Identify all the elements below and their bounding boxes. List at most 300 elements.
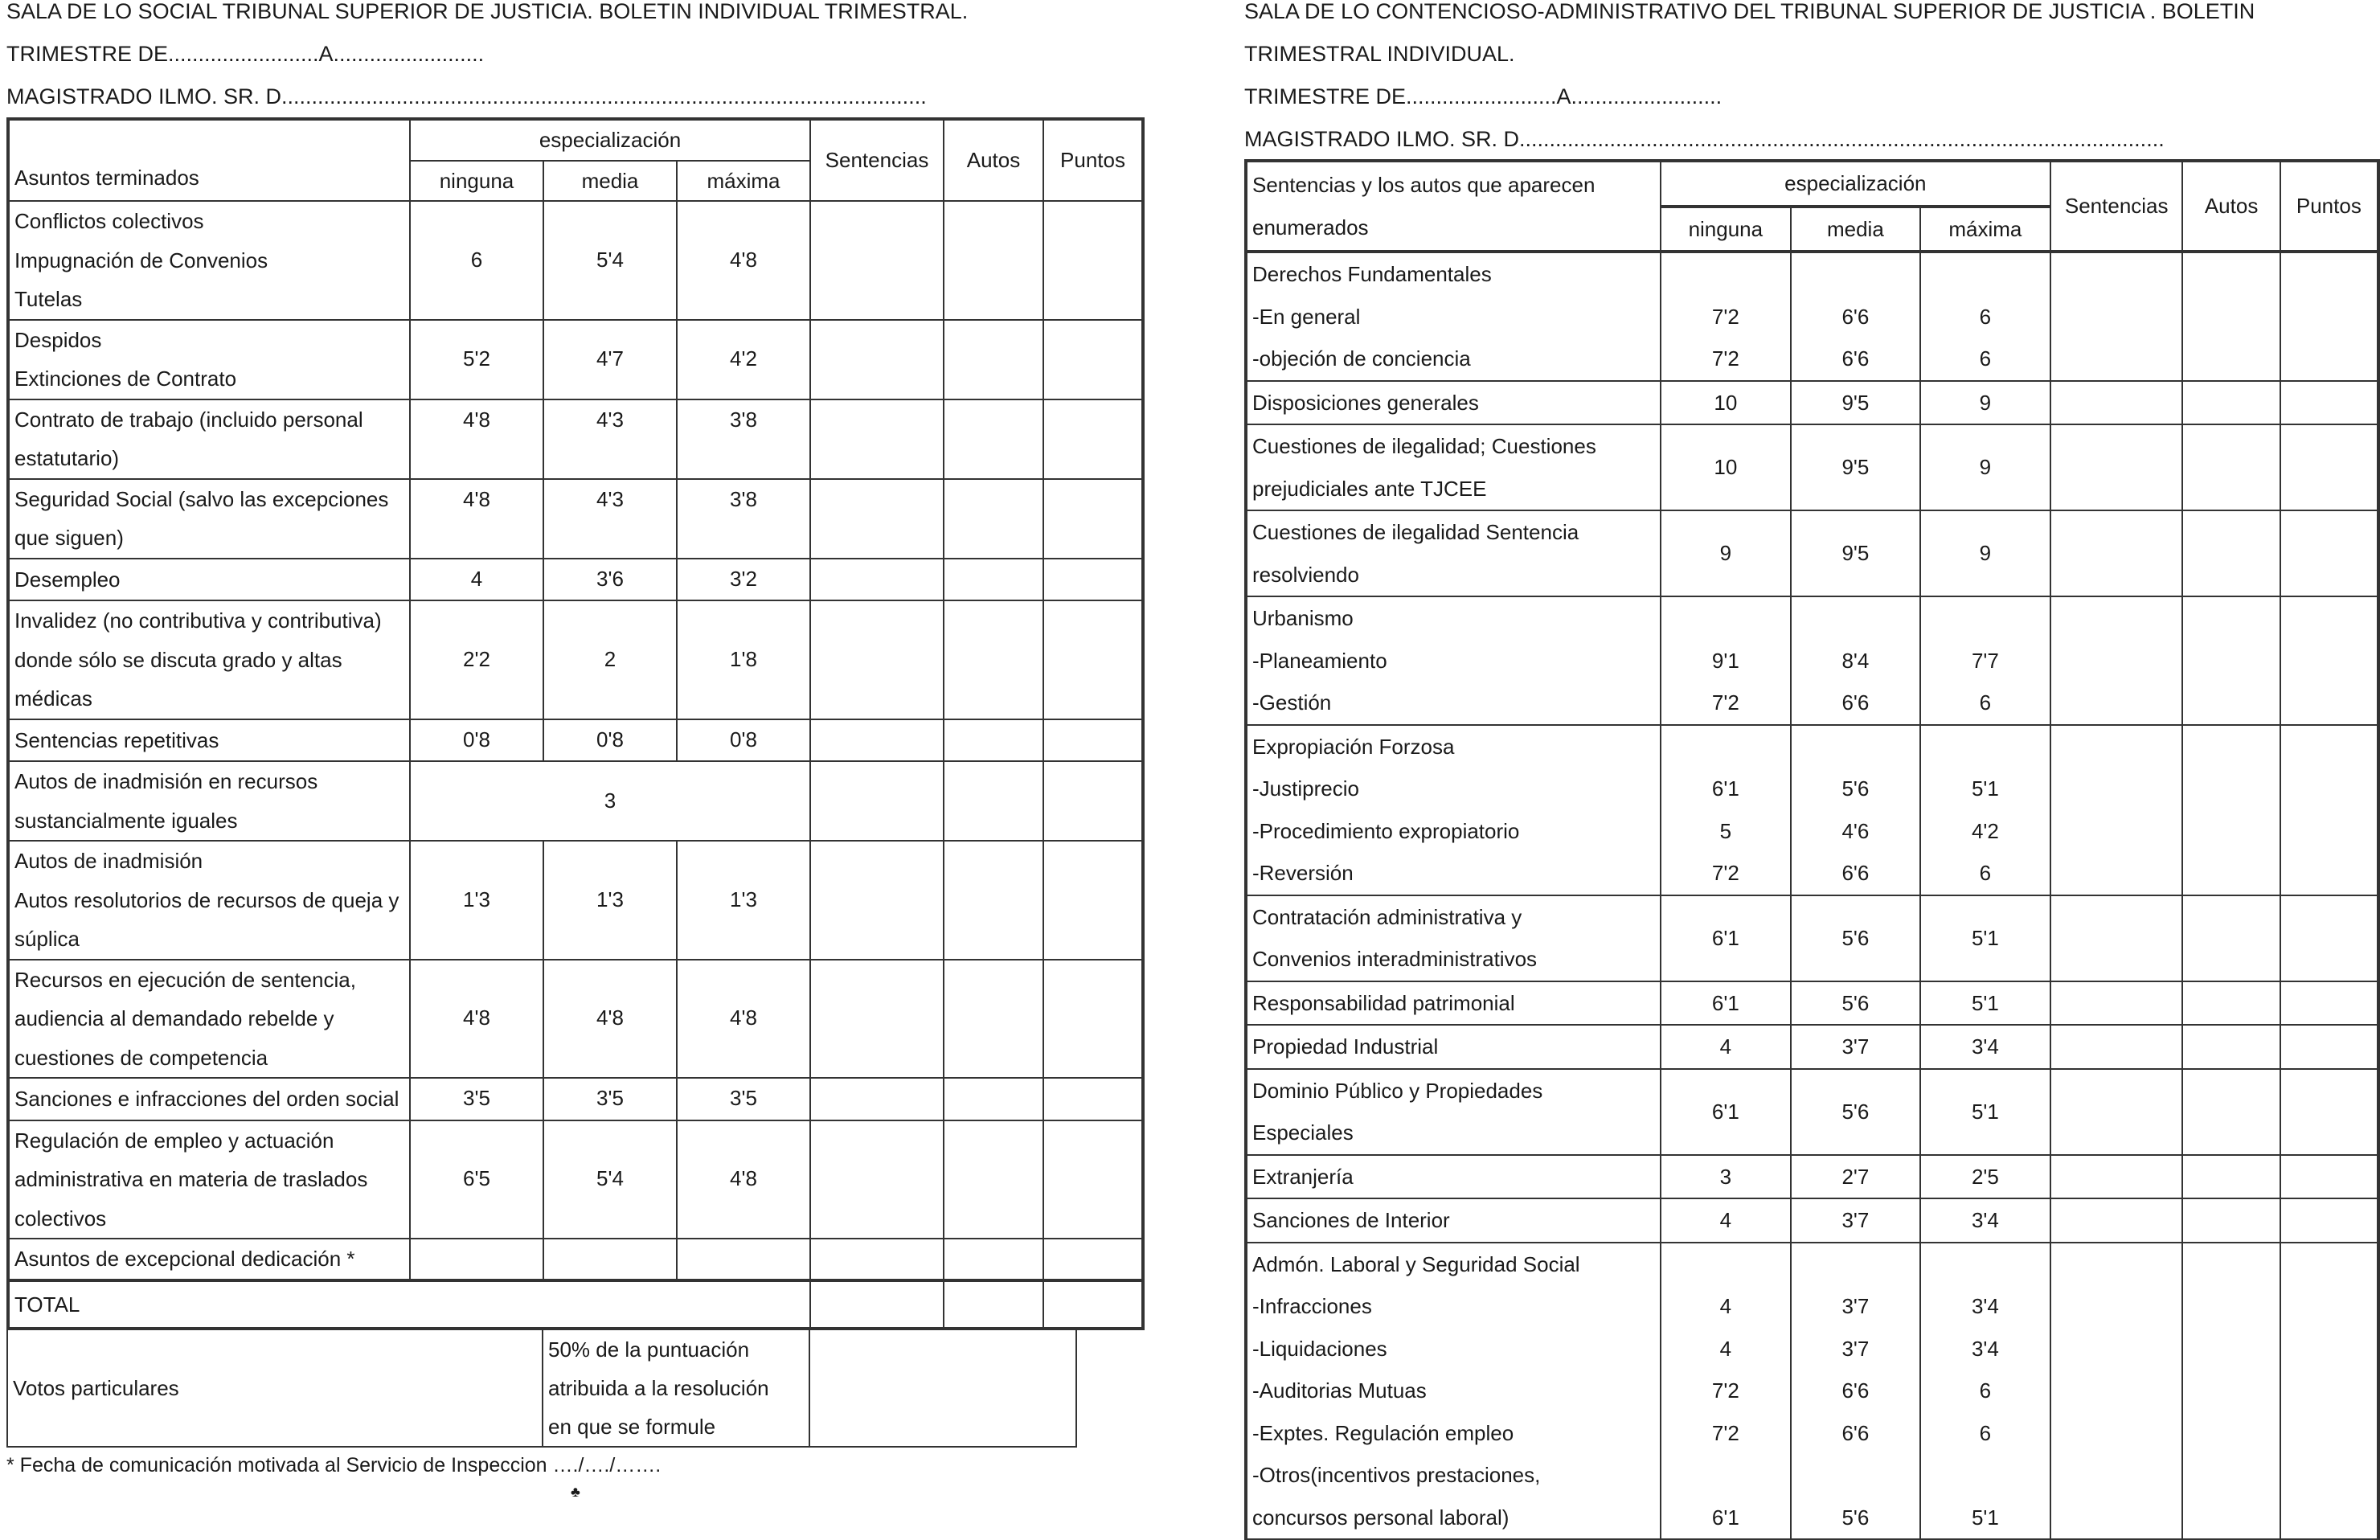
votos-note [543,1329,809,1447]
header-line: TRIMESTRAL INDIVIDUAL. [1244,42,1515,66]
row-value-media: 4'3 [543,479,677,559]
row-value-maxima [1920,1069,2050,1155]
empty-sentencias-cell [810,201,944,320]
empty-sentencias-cell [810,559,944,601]
contencioso-bulletin-panel [1244,0,2380,1530]
row-label [1246,381,1661,425]
empty-puntos-cell [2280,1025,2378,1069]
row-label-line: sustancialmente iguales [14,808,238,833]
value-media: 9'5 [1841,455,1870,480]
table-row [8,841,1143,960]
column-header-first-line: Sentencias y los autos que aparecen [1252,173,1596,197]
empty-sentencias-cell [2050,424,2183,510]
empty-puntos-cell [2280,510,2378,596]
empty-autos-cell [944,1239,1043,1280]
row-label [8,320,410,399]
empty-autos-cell [944,600,1043,719]
row-value-ninguna [1661,252,1791,381]
column-header-puntos: Puntos [2280,161,2378,252]
empty-sentencias-cell [810,761,944,841]
value-ninguna: 6'1 [1711,990,1739,1015]
column-header-ninguna: ninguna [1661,207,1791,252]
value-media [1796,253,1915,296]
empty-sentencias-cell [2050,725,2183,895]
row-label [8,1120,410,1239]
empty-autos-cell [944,841,1043,960]
empty-sentencias-cell [2050,596,2183,725]
empty-puntos-cell [1043,320,1143,399]
table-row [1246,1025,2378,1069]
row-label-line: Sentencias repetitivas [14,727,219,752]
row-value-media [1791,1025,1920,1069]
empty-autos-cell [944,1120,1043,1239]
row-label-line: -Gestión [1252,690,1332,715]
header-line: TRIMESTRE DE.........................A......................... [1244,84,1723,109]
column-header-especializacion: especialización [1661,161,2050,207]
row-label [1246,1155,1661,1199]
empty-puntos-cell [1043,1120,1143,1239]
empty-sentencias-cell [2050,895,2183,981]
value-maxima [1926,253,2045,296]
row-label-line: Disposiciones generales [1252,390,1479,415]
empty-puntos-cell [1043,841,1143,960]
column-header-row [1246,161,2378,207]
row-label-line: Desempleo [14,567,121,592]
empty-puntos-cell [1043,960,1143,1079]
row-label-line: -Exptes. Regulación empleo [1252,1420,1514,1445]
value-maxima: 3'4 [1971,1208,1999,1232]
header-line: MAGISTRADO ILMO. SR. D........................................................................................................... [1244,127,2165,151]
value-ninguna: 10 [1714,390,1738,415]
row-value-ninguna [1661,596,1791,725]
empty-sentencias-cell [810,719,944,762]
table-row [1246,252,2378,381]
row-label-line: Seguridad Social (salvo las excepciones [14,486,389,511]
row-label [1246,1243,1661,1540]
empty-autos-cell [2182,725,2280,895]
row-label-line: administrativa en materia de traslados [14,1167,368,1191]
row-value-media [1791,725,1920,895]
row-label-line: Autos de inadmisión en recursos [14,769,318,793]
row-label [1246,424,1661,510]
value-maxima: 3'4 [1971,1294,1999,1318]
row-value-maxima: 4'2 [677,320,810,399]
row-label [8,841,410,960]
votos-value-cell [809,1329,1076,1447]
row-label-line: Expropiación Forzosa [1252,734,1455,759]
row-value-ninguna: 6'5 [410,1120,543,1239]
empty-autos-cell [944,761,1043,841]
row-value-ninguna [1661,381,1791,425]
column-header-autos: Autos [2182,161,2280,252]
total-puntos-cell [1043,1280,1143,1329]
empty-autos-cell [944,559,1043,601]
row-label-line: prejudiciales ante TJCEE [1252,476,1487,501]
row-label [1246,1198,1661,1243]
votos-particulares-box [6,1329,1077,1448]
row-label-line: donde sólo se discuta grado y altas [14,647,342,672]
value-maxima: 6 [1979,304,1992,329]
empty-puntos-cell [1043,201,1143,320]
stray-mark: ♣ [571,1484,580,1500]
row-label-line: Cuestiones de ilegalidad Sentencia [1252,520,1579,544]
row-label [1246,981,1661,1026]
total-sentencias-cell [810,1280,944,1329]
value-media: 3'7 [1841,1034,1870,1059]
value-ninguna [1666,1454,1785,1497]
row-label-line: concursos personal laboral) [1252,1505,1510,1530]
table-row [1246,1069,2378,1155]
row-label-line: Autos resolutorios de recursos de queja y [14,887,399,912]
column-header-autos: Autos [944,119,1043,201]
total-autos-cell [944,1280,1043,1329]
table-row [1246,1198,2378,1243]
value-media: 2'7 [1841,1164,1870,1189]
row-label-line: -Reversión [1252,861,1354,885]
row-label-line: -Otros(incentivos prestaciones, [1252,1463,1541,1487]
row-label [8,399,410,479]
empty-sentencias-cell [2050,1198,2183,1243]
row-value-maxima [1920,252,2050,381]
row-value-maxima [1920,381,2050,425]
empty-puntos-cell [1043,600,1143,719]
table-row [8,1239,1143,1280]
row-label-line: Regulación de empleo y actuación [14,1128,334,1153]
empty-puntos-cell [2280,1243,2378,1540]
votos-table [6,1329,1077,1448]
value-ninguna: 4 [1719,1034,1732,1059]
value-maxima: 5'1 [1971,1505,1999,1530]
row-value-media: 5'4 [543,1120,677,1239]
value-ninguna [1666,1243,1785,1286]
row-value-media: 3'5 [543,1078,677,1120]
total-row [8,1280,1143,1329]
value-maxima [1926,1454,2045,1497]
column-header-puntos: Puntos [1043,119,1143,201]
row-value-media: 0'8 [543,719,677,762]
row-label-line: -En general [1252,304,1361,329]
row-value-ninguna [1661,981,1791,1026]
row-value-ninguna [1661,1069,1791,1155]
row-value-maxima [1920,981,2050,1026]
value-maxima: 3'4 [1971,1034,1999,1059]
row-value-media: 5'4 [543,201,677,320]
row-label-line: Conflictos colectivos [14,209,204,233]
empty-puntos-cell [2280,1069,2378,1155]
row-label-line: Contrato de trabajo (incluido personal [14,407,363,432]
row-value-maxima [1920,1198,2050,1243]
empty-puntos-cell [2280,424,2378,510]
value-maxima [1926,1243,2045,1286]
column-header-especializacion: especialización [410,119,810,161]
empty-sentencias-cell [2050,1025,2183,1069]
row-label-line: Cuestiones de ilegalidad; Cuestiones [1252,434,1596,458]
value-maxima: 5'1 [1971,776,1999,801]
value-media: 5'6 [1841,1099,1870,1124]
row-label-line: Especiales [1252,1120,1354,1145]
value-media: 8'4 [1841,648,1870,673]
row-label [8,479,410,559]
empty-sentencias-cell [810,320,944,399]
row-value-maxima: 1'3 [677,841,810,960]
row-label-line: estatutario) [14,446,120,470]
value-ninguna: 7'2 [1711,1378,1739,1403]
row-label-line: Urbanismo [1252,606,1354,630]
table-row [1246,981,2378,1026]
row-value-ninguna [1661,1155,1791,1199]
value-ninguna: 6'1 [1711,1505,1739,1530]
row-value-maxima: 3'5 [677,1078,810,1120]
row-value-maxima: 1'8 [677,600,810,719]
empty-autos-cell [944,479,1043,559]
row-value-maxima: 0'8 [677,719,810,762]
empty-autos-cell [2182,895,2280,981]
row-label [1246,252,1661,381]
value-media [1796,1243,1915,1286]
empty-autos-cell [2182,1025,2280,1069]
empty-sentencias-cell [810,600,944,719]
row-label [1246,510,1661,596]
value-ninguna: 7'2 [1711,304,1739,329]
table-row [1246,424,2378,510]
column-header-maxima: máxima [1920,207,2050,252]
row-value-media [1791,381,1920,425]
row-value-media [1791,424,1920,510]
row-value-ninguna [1661,1198,1791,1243]
value-media: 6'6 [1841,304,1870,329]
row-label [8,960,410,1079]
empty-autos-cell [2182,1243,2280,1540]
empty-autos-cell [2182,1198,2280,1243]
row-label [1246,725,1661,895]
row-value-maxima: 4'8 [677,960,810,1079]
value-media: 9'5 [1841,541,1870,566]
empty-sentencias-cell [810,479,944,559]
empty-sentencias-cell [2050,381,2183,425]
row-value-maxima [1920,895,2050,981]
header-line: SALA DE LO CONTENCIOSO-ADMINISTRATIVO DEL TRIBUNAL SUPERIOR DE JUSTICIA . BOLETIN [1244,0,2255,23]
value-ninguna: 6'1 [1711,925,1739,950]
row-label [8,600,410,719]
table-row [1246,1243,2378,1540]
value-media [1796,726,1915,768]
empty-puntos-cell [1043,1078,1143,1120]
contencioso-bulletin-header [1244,0,2380,161]
table-row [8,761,1143,841]
empty-puntos-cell [2280,596,2378,725]
row-value-ninguna: 4'8 [410,399,543,479]
column-header-ninguna: ninguna [410,161,543,202]
row-value-maxima [1920,424,2050,510]
row-label-line: audiencia al demandado rebelde y [14,1006,334,1030]
empty-puntos-cell [2280,895,2378,981]
social-bulletin-header [6,0,1149,118]
column-header-first-line: enumerados [1252,215,1369,240]
empty-autos-cell [2182,1155,2280,1199]
value-ninguna: 9'1 [1711,648,1739,673]
header-line: SALA DE LO SOCIAL TRIBUNAL SUPERIOR DE JUSTICIA. BOLETIN INDIVIDUAL TRIMESTRAL. [6,0,969,23]
row-label [8,1078,410,1120]
row-label [1246,1025,1661,1069]
empty-autos-cell [2182,252,2280,381]
row-label [8,559,410,601]
value-ninguna: 5 [1719,818,1732,843]
empty-sentencias-cell [810,960,944,1079]
row-value-maxima [677,1239,810,1280]
row-value-ninguna [1661,424,1791,510]
row-value-merged: 3 [410,761,810,841]
value-ninguna: 7'2 [1711,861,1739,885]
empty-autos-cell [2182,424,2280,510]
value-media: 3'7 [1841,1336,1870,1361]
empty-puntos-cell [1043,719,1143,762]
row-label-line: Extranjería [1252,1164,1354,1189]
table-row [8,479,1143,559]
column-header-sentencias: Sentencias [810,119,944,201]
row-label [8,761,410,841]
value-ninguna: 4 [1719,1294,1732,1318]
row-label [8,201,410,320]
value-ninguna [1666,253,1785,296]
empty-puntos-cell [1043,559,1143,601]
value-maxima: 9 [1979,455,1992,480]
row-value-media: 4'7 [543,320,677,399]
empty-puntos-cell [1043,761,1143,841]
empty-autos-cell [944,1078,1043,1120]
empty-puntos-cell [2280,1155,2378,1199]
votos-note-line: atribuida a la resolución [548,1375,769,1400]
row-label-line: Invalidez (no contributiva y contributiva) [14,608,382,633]
row-value-media [1791,510,1920,596]
row-label-line: médicas [14,686,92,711]
votos-note-line: 50% de la puntuación [548,1337,750,1362]
value-media: 5'6 [1841,925,1870,950]
row-label-line: súplica [14,927,80,951]
empty-puntos-cell [2280,381,2378,425]
row-label-line: Convenios interadministrativos [1252,947,1538,971]
row-label-line: resolviendo [1252,562,1359,587]
value-media: 6'6 [1841,1378,1870,1403]
row-value-media: 4'8 [543,960,677,1079]
empty-autos-cell [2182,1069,2280,1155]
social-bulletin-table-wrap [6,117,1145,1330]
value-maxima: 9 [1979,541,1992,566]
value-ninguna: 7'2 [1711,346,1739,371]
column-header-media: media [1791,207,1920,252]
empty-sentencias-cell [810,1120,944,1239]
value-media [1796,1454,1915,1497]
value-maxima [1926,726,2045,768]
row-value-maxima: 3'2 [677,559,810,601]
empty-autos-cell [2182,981,2280,1026]
table-row [1246,725,2378,895]
row-label-line: Propiedad Industrial [1252,1034,1439,1059]
row-value-media: 4'3 [543,399,677,479]
row-label-line: Responsabilidad patrimonial [1252,990,1515,1015]
table-row [8,600,1143,719]
row-label-line: -Liquidaciones [1252,1336,1387,1361]
row-value-ninguna: 0'8 [410,719,543,762]
row-value-media: 3'6 [543,559,677,601]
value-media: 4'6 [1841,818,1870,843]
value-media [1796,597,1915,640]
table-row [1246,1155,2378,1199]
value-ninguna: 9 [1719,541,1732,566]
empty-puntos-cell [2280,725,2378,895]
table-row [1246,596,2378,725]
row-value-ninguna: 6 [410,201,543,320]
empty-autos-cell [944,399,1043,479]
value-media: 6'6 [1841,861,1870,885]
value-maxima: 4'2 [1971,818,1999,843]
table-row [8,559,1143,601]
row-value-maxima: 4'8 [677,201,810,320]
row-value-ninguna [1661,1025,1791,1069]
empty-autos-cell [2182,381,2280,425]
row-value-ninguna: 1'3 [410,841,543,960]
row-label-line: -Infracciones [1252,1294,1372,1318]
value-media: 6'6 [1841,346,1870,371]
table-row [8,201,1143,320]
row-value-media [1791,895,1920,981]
row-value-ninguna: 4'8 [410,960,543,1079]
votos-note-line: en que se formule [548,1414,716,1439]
table-row [8,1078,1143,1120]
row-label-line: Extinciones de Contrato [14,367,237,391]
empty-puntos-cell [1043,399,1143,479]
column-header-media: media [543,161,677,202]
empty-autos-cell [944,201,1043,320]
row-label-line: Tutelas [14,287,83,311]
value-ninguna [1666,726,1785,768]
empty-puntos-cell [1043,479,1143,559]
row-value-media: 2 [543,600,677,719]
value-media: 5'6 [1841,776,1870,801]
total-label: TOTAL [8,1280,810,1329]
empty-sentencias-cell [2050,981,2183,1026]
empty-sentencias-cell [2050,1243,2183,1540]
value-maxima: 5'1 [1971,925,1999,950]
table-row [8,1120,1143,1239]
table-row [8,719,1143,762]
row-label-line: Dominio Público y Propiedades [1252,1078,1543,1103]
row-label-line: Sanciones de Interior [1252,1208,1450,1232]
row-value-maxima [1920,1155,2050,1199]
value-media: 9'5 [1841,390,1870,415]
row-label-line: Contratación administrativa y [1252,904,1522,929]
value-maxima: 6 [1979,1378,1992,1403]
empty-autos-cell [2182,596,2280,725]
value-maxima: 6 [1979,1420,1992,1445]
social-bulletin-panel [6,0,1149,1477]
row-value-ninguna: 3'5 [410,1078,543,1120]
empty-puntos-cell [1043,1239,1143,1280]
row-label-line: Recursos en ejecución de sentencia, [14,967,356,992]
column-header-first [1246,161,1661,252]
row-value-ninguna: 4 [410,559,543,601]
row-value-ninguna [1661,510,1791,596]
empty-sentencias-cell [810,841,944,960]
column-header-maxima: máxima [677,161,810,202]
row-value-media [543,1239,677,1280]
empty-autos-cell [2182,510,2280,596]
social-bulletin-table [6,117,1145,1330]
value-media: 3'7 [1841,1294,1870,1318]
row-value-ninguna: 4'8 [410,479,543,559]
row-value-media [1791,1198,1920,1243]
row-label-line: cuestiones de competencia [14,1045,268,1070]
empty-puntos-cell [2280,1198,2378,1243]
